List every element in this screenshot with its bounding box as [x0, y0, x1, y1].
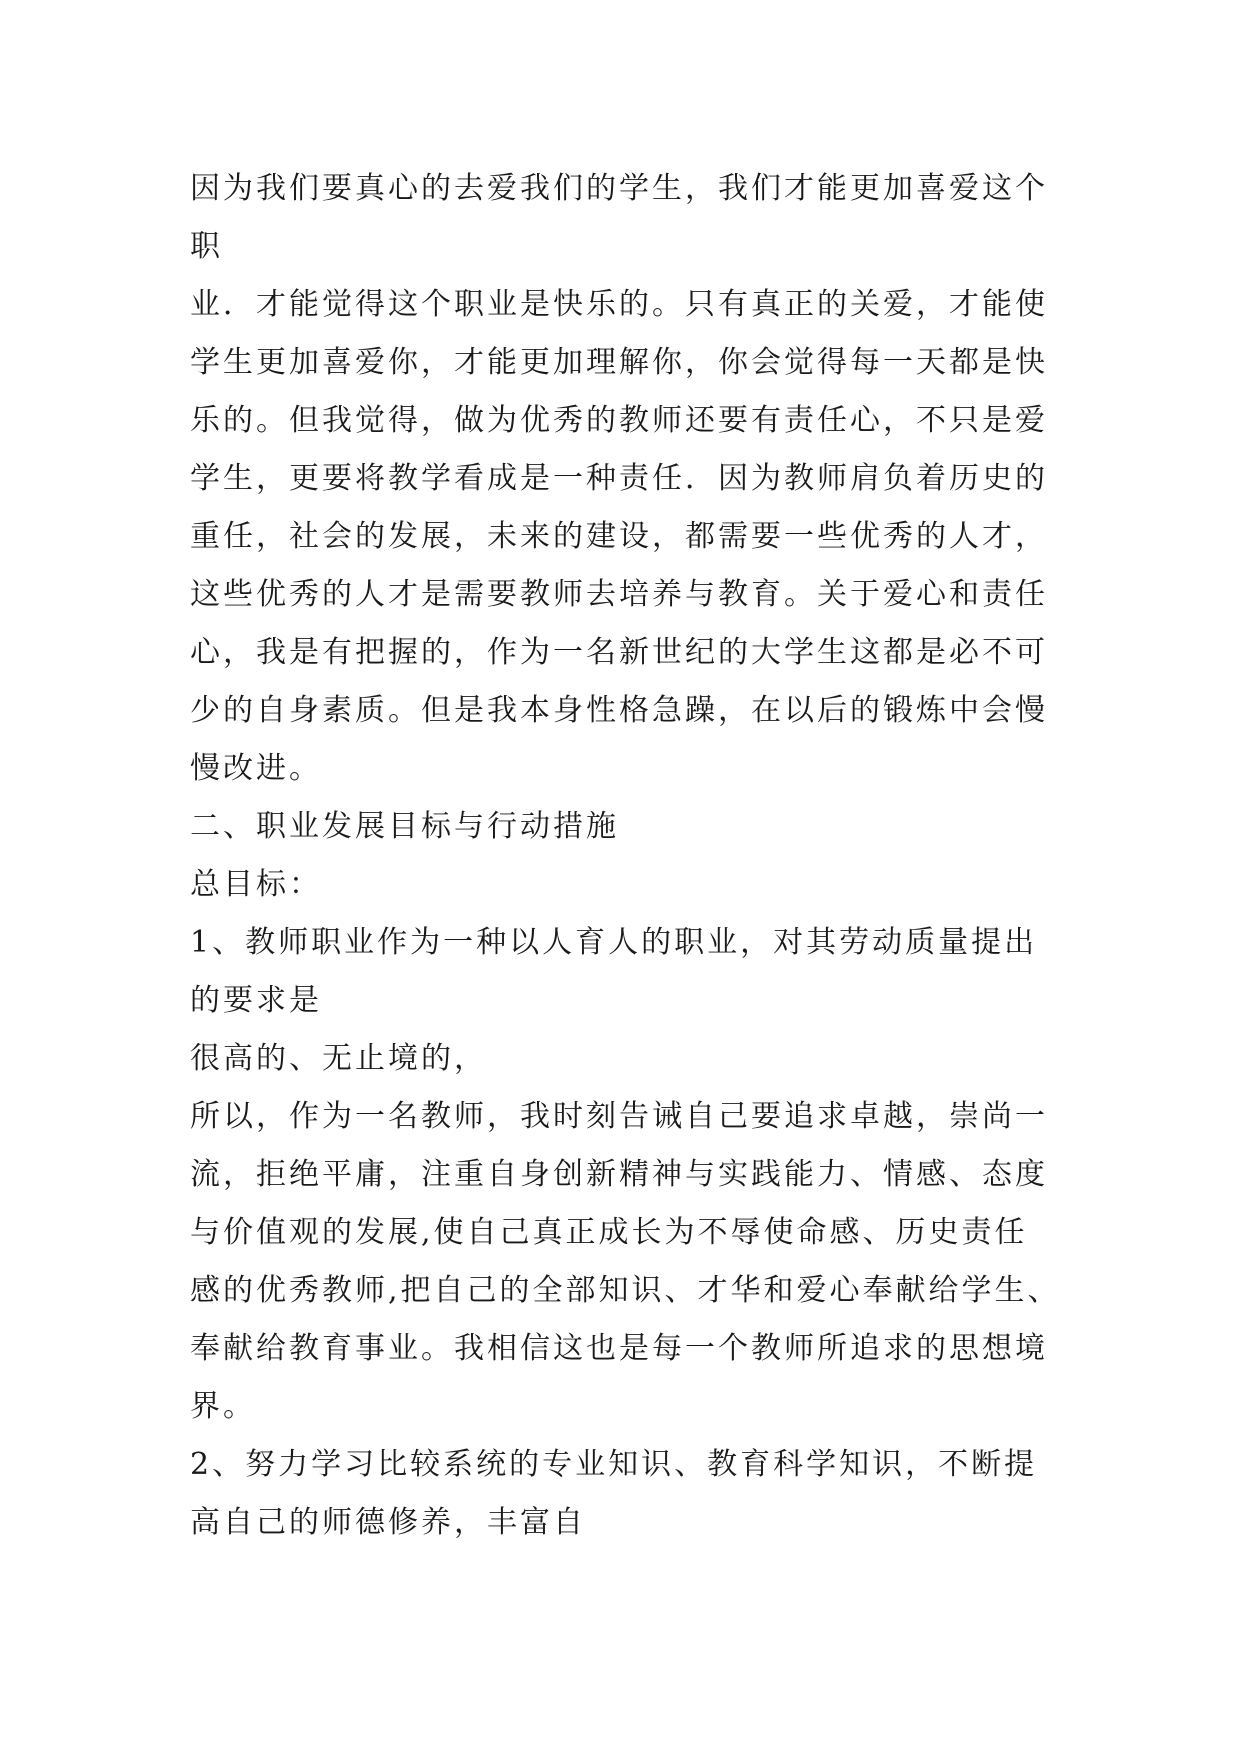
text-line: 职	[190, 229, 223, 264]
section-heading: 二、职业发展目标与行动措施	[190, 809, 619, 844]
text-line: 这些优秀的人才是需要教师去培养与教育。关于爱心和责任	[190, 577, 1048, 612]
text-line: 学生，更要将教学看成是一种责任．因为教师肩负着历史的	[190, 461, 1048, 496]
text-line: 学生更加喜爱你，才能更加理解你，你会觉得每一天都是快	[190, 345, 1048, 380]
text-line: 的要求是	[190, 983, 322, 1018]
text-line: 1、教师职业作为一种以人育人的职业，对其劳动质量提出	[190, 925, 1038, 960]
subheading: 总目标：	[190, 867, 322, 902]
text-line: 流，拒绝平庸，注重自身创新精神与实践能力、情感、态度	[190, 1157, 1048, 1192]
text-line: 所以，作为一名教师，我时刻告诫自己要追求卓越，崇尚一	[190, 1099, 1048, 1134]
text-line: 心，我是有把握的，作为一名新世纪的大学生这都是必不可	[190, 635, 1048, 670]
document-body	[190, 160, 1070, 1552]
text-line: 少的自身素质。但是我本身性格急躁，在以后的锻炼中会慢	[190, 693, 1048, 728]
text-line: 重任，社会的发展，未来的建设，都需要一些优秀的人才，	[190, 519, 1048, 554]
text-line: 高自己的师德修养，丰富自	[190, 1505, 586, 1540]
text-line: 感的优秀教师,把自己的全部知识、才华和爱心奉献给学生、	[190, 1273, 1061, 1308]
text-line: 慢改进。	[190, 751, 322, 786]
text-line: 与价值观的发展,使自己真正成长为不辱使命感、历史责任	[190, 1215, 1028, 1250]
text-line: 2、努力学习比较系统的专业知识、教育科学知识，不断提	[190, 1447, 1038, 1482]
text-line: 奉献给教育事业。我相信这也是每一个教师所追求的思想境	[190, 1331, 1048, 1366]
text-line: 界。	[190, 1389, 256, 1424]
text-line: 很高的、无止境的，	[190, 1041, 487, 1076]
text-line: 因为我们要真心的去爱我们的学生，我们才能更加喜爱这个	[190, 171, 1048, 206]
text-line: 业．才能觉得这个职业是快乐的。只有真正的关爱，才能使	[190, 287, 1048, 322]
text-line: 乐的。但我觉得，做为优秀的教师还要有责任心，不只是爱	[190, 403, 1048, 438]
